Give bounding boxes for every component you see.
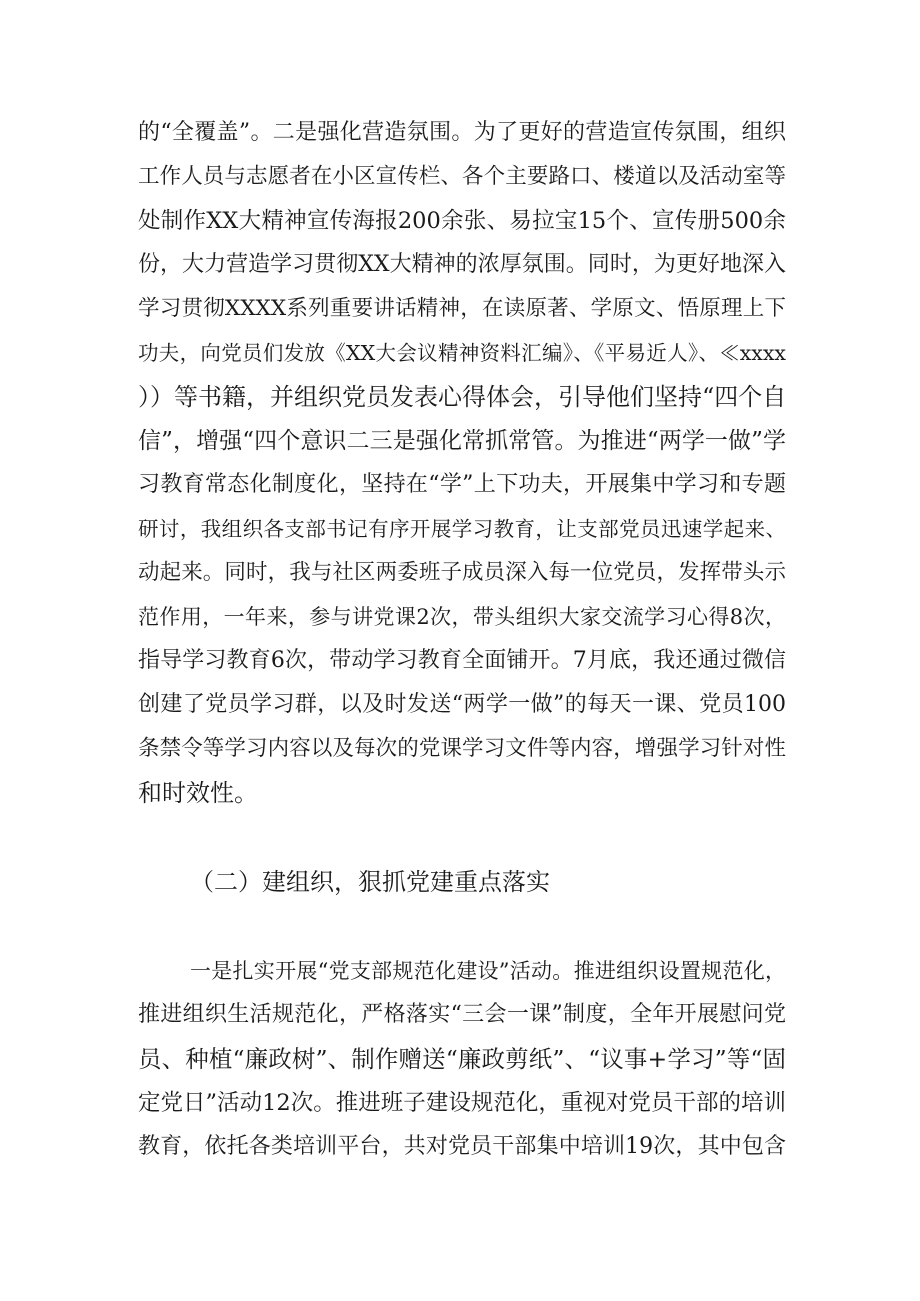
paragraph-line: 份，大力营造学习贯彻XX大精神的浓厚氛围。同时，为更好地深入 — [138, 252, 786, 277]
paragraph-line: 的“全覆盖”。二是强化营造氛围。为了更好的营造宣传氛围，组织 — [138, 120, 786, 145]
paragraph-line: 推进组织生活规范化，严格落实“三会一课”制度，全年开展慰问党 — [138, 1002, 786, 1027]
paragraph-line: 创建了党员学习群，以及时发送“两学一做”的每天一课、党员100 — [138, 692, 786, 717]
paragraph-line: 习教育常态化制度化，坚持在“学”上下功夫，开展集中学习和专题 — [138, 472, 786, 497]
paragraph-line: 一是扎实开展“党支部规范化建设”活动。推进组织设置规范化， — [190, 959, 786, 983]
paragraph-line: 功夫，向党员们发放《XX大会议精神资料汇编》、《平易近人》、≪xxxx — [138, 341, 786, 365]
paragraph-line: 范作用，一年来，参与讲党课2次，带头组织大家交流学习心得8次， — [138, 605, 786, 629]
paragraph-line: 条禁令等学习内容以及每次的党课学习文件等内容，增强学习针对性 — [138, 736, 786, 761]
paragraph-line: 学习贯彻XXXX系列重要讲话精神，在读原著、学原文、悟原理上下 — [138, 296, 786, 321]
paragraph-line: 信”，增强“四个意识二三是强化常抓常管。为推进“两学一做”学 — [138, 428, 786, 454]
paragraph-line: 工作人员与志愿者在小区宣传栏、各个主要路口、楼道以及活动室等 — [138, 164, 786, 189]
paragraph-line: 员、种植“廉政树”、制作赠送“廉政剪纸”、“议事+学习”等“固 — [138, 1045, 786, 1073]
paragraph-line: 教育，依托各类培训平台，共对党员干部集中培训19次，其中包含 — [138, 1134, 786, 1159]
paragraph-line: 指导学习教育6次，带动学习教育全面铺开。7月底，我还通过微信 — [138, 648, 786, 673]
paragraph-line: 动起来。同时，我与社区两委班子成员深入每一位党员，发挥带头示 — [138, 560, 786, 585]
paragraph-line: 研讨，我组织各支部书记有序开展学习教育，让支部党员迅速学起来、 — [138, 517, 786, 541]
paragraph-line: 处制作XX大精神宣传海报200余张、易拉宝15个、宣传册500余 — [138, 208, 786, 234]
section-heading: （二）建组织，狠抓党建重点落实 — [190, 868, 550, 896]
paragraph-line: 和时效性。 — [138, 779, 258, 807]
paragraph-line: ））等书籍，并组织党员发表心得体会，引导他们坚持“四个自 — [138, 383, 786, 411]
paragraph-line: 定党日”活动12次。推进班子建设规范化，重视对党员干部的培训 — [138, 1090, 786, 1116]
